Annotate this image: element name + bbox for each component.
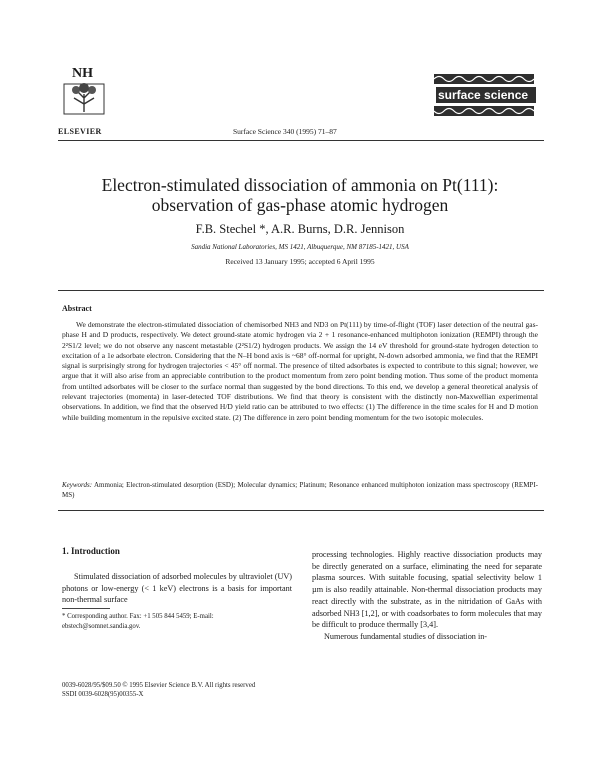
authors: F.B. Stechel *, A.R. Burns, D.R. Jennison (195, 222, 405, 236)
keywords-text: Ammonia; Electron-stimulated desorption (ESD); Molecular dynamics; Platinum; Resonance enhanced multiphoton ionization mass spectroscopy (REMPI-MS) (62, 481, 538, 499)
intro-right-paragraph-1: processing technologies. Highly reactive dissociation products may be directly generated on a surface, eliminating the need for separate plasma sources. With suitable focusing, spatial selectivity below 1 µm is also readily attainable. Non-thermal dissociation products may react directly with the substrate, as in the nitridation of GaAs with adsorbed NH3 [1,2], or with coadsorbates to form molecules that may be difficult to produce thermally [3,4]. (312, 550, 542, 630)
header-rule (58, 140, 544, 141)
affiliation: Sandia National Laboratories, MS 1421, Albuquerque, NM 87185-1421, USA (191, 243, 409, 251)
title-line-2: observation of gas-phase atomic hydrogen (151, 195, 449, 215)
intro-right-paragraph-2: Numerous fundamental studies of dissociation in- (324, 631, 488, 641)
article-title (60, 175, 540, 215)
keywords-label: Keywords: (62, 481, 93, 489)
journal-logo-pattern-top (434, 74, 534, 84)
publisher-mark: NH (72, 66, 93, 81)
publisher-name: ELSEVIER (58, 127, 102, 136)
intro-right-column (312, 549, 542, 643)
abstract-top-rule (58, 290, 544, 291)
copyright-footer (62, 681, 402, 699)
journal-logo (434, 74, 534, 130)
journal-logo-pattern-bottom (434, 106, 534, 116)
received-dates: Received 13 January 1995; accepted 6 April 1995 (225, 257, 375, 266)
elsevier-logo (62, 64, 112, 130)
footnote-rule (62, 608, 110, 609)
ssdi-line: SSDI 0039-6028(95)00355-X (62, 691, 144, 698)
title-line-1: Electron-stimulated dissociation of ammonia on Pt(111): (101, 175, 499, 195)
abstract-body: We demonstrate the electron-stimulated dissociation of chemisorbed NH3 and ND3 on Pt(111) by time-of-flight (TOF) laser detection of the neutral gas-phase H and D products, respectively. We detect ground-state atomic hydrogen via 2 + 1 resonance-enhanced multiphoton ionization (REMPI) through the 2²S1/2 level; we do not observe any nascent metastable (2²S1/2) hydrogen products. We assign the 14 eV threshold for ground-state hydrogen detection to excitation of a 1e adsorbate electron. Considering that the N–H bond axis is ~68° off-normal for upright, N-down adsorbed ammonia, we find that the REMPI signal is surprisingly strong for hydrogen trajectories < 45° off normal. The presence of tilted adsorbates is expected to contribute to this signal; however, we argue that it will also arise from an appreciable contribution to the product momentum from zero point bending motion. Thus some of the product momenta from untilted adsorbates will be closer to the surface normal than suggested by the bond directions. To this end, we develop a general theoretical analysis of relevant trajectories (momenta) in laser-detected TOF distributions. We find that theory is consistent with the distinctly non-Maxwellian experimental observations. In addition, we find that the observed H/D yield ratio can be attributed to two effects: (1) The difference in the time scales for H and D motion while building momentum in the repulsive excited state. (2) The difference in zero point bending momentum for the two isotopic molecules. (62, 320, 538, 422)
section-heading: 1. Introduction (62, 546, 120, 556)
keywords (62, 481, 538, 500)
footnote: * Corresponding author. Fax: +1 505 844 5459; E-mail: ebstech@somnet.sandia.gov. (62, 613, 214, 630)
intro-left-paragraph: Stimulated dissociation of adsorbed molecules by ultraviolet (UV) photons or low-energy (< 1 keV) electrons is a basis for important non-thermal surface (62, 572, 292, 605)
abstract-bottom-rule (58, 510, 544, 511)
journal-reference: Surface Science 340 (1995) 71–87 (233, 127, 337, 136)
journal-logo-text: surface science (436, 87, 536, 103)
copyright-line: 0039-6028/95/$09.50 © 1995 Elsevier Science B.V. All rights reserved (62, 682, 256, 689)
abstract-heading: Abstract (62, 304, 92, 313)
